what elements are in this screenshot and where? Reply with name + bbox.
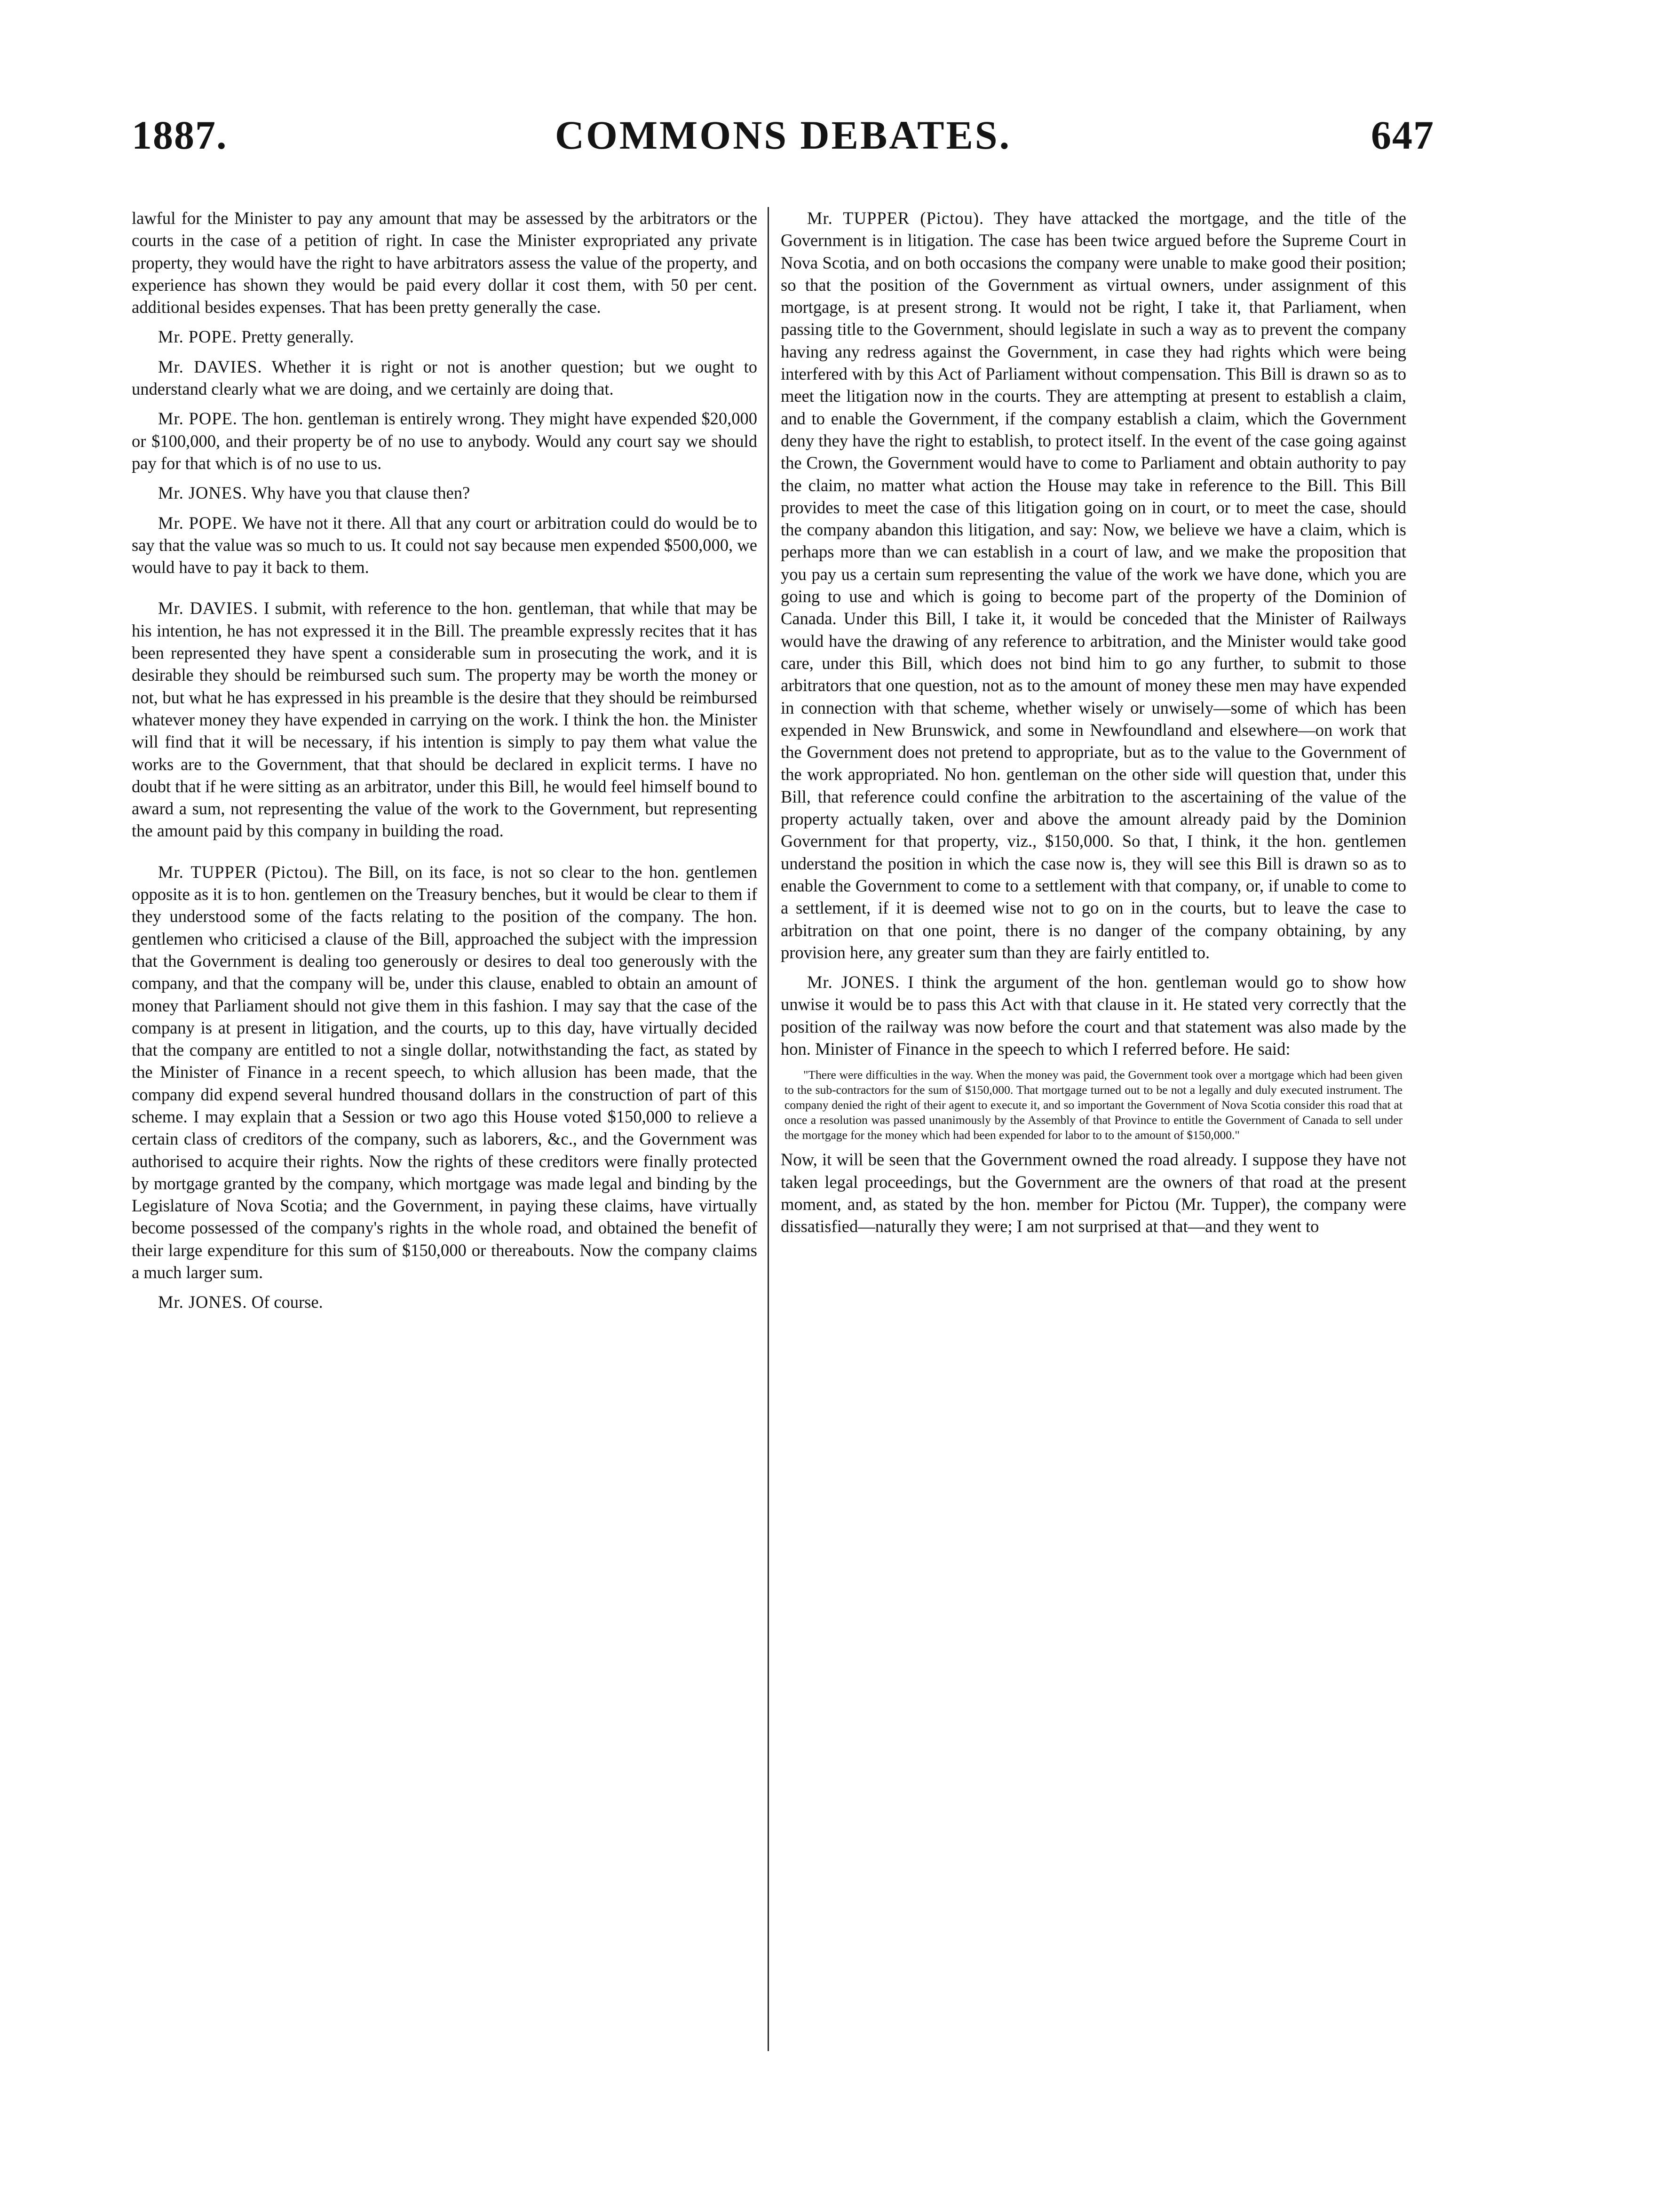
speaker-name: Mr. TUPPER (Pictou). <box>807 208 984 228</box>
right-column <box>781 207 1406 2096</box>
speaker-name: Mr. POPE. <box>158 327 238 347</box>
paragraph <box>132 356 757 400</box>
paragraph-text: Of course. <box>251 1292 323 1312</box>
paragraph-text: I think the argument of the hon. gentleman would go to show how unwise it would be to pass this Act with that clause in it. He stated very correctly that the position of the railway was now before the court and that statement was also made by the hon. Minister of Finance in the speech to which I referred before. He said: <box>781 972 1406 1058</box>
speaker-name: Mr. JONES. <box>158 483 247 503</box>
paragraph <box>132 407 757 474</box>
block-quote: "There were difficulties in the way. When the money was paid, the Government took over a mortgage which had been given to the sub-contractors for the sum of $150,000. That mortgage turned out to be not a legally and duly executed instrument. The company denied the right of their agent to execute it, and so important the Government of Nova Scotia consider this road that at once a resolution was passed unanimously by the Assembly of that Province to entitle the Government of Canada to sell under the mortgage for the money which had been expended for labor to to the amount of $150,000." <box>784 1068 1403 1142</box>
paragraph <box>132 1291 757 1313</box>
speaker-name: Mr. POPE. <box>158 409 238 429</box>
page-number: 647 <box>1371 112 1434 158</box>
paragraph-text: Pretty generally. <box>241 327 354 347</box>
paragraph <box>132 207 757 318</box>
paragraph-text: They have attacked the mortgage, and the title of the Government is in litigation. The case has been twice argued before the Supreme Court in Nova Scotia, and on both occasions the company were unable to make good their position; so that the position of the Government as virtual owners, under assignment of this mortgage, is at present strong. It would not be right, I take it, that Parliament, when passing title to the Government, should legislate in such a way as to prevent the company having any redress against the Government, in case they had rights which were being interfered with by this Act of Parliament without compensation. This Bill is drawn so as to meet the litigation now in the courts. They are attempting at present to establish a claim, and to enable the Government, if the company establish a claim, which the Government deny they have the right to establish, to protect itself. In the event of the case going against the Crown, the Government would have to come to Parliament and obtain authority to pay the claim, no matter what action the House may take in reference to the Bill. This Bill provides to meet the case of this litigation going on in court, or to meet the case, should the company abandon this litigation, and say: Now, we believe we have a claim, which is perhaps more than we can establish in a court of law, and we make the proposition that you pay us a certain sum representing the value of the work we have done, which you are going to use and which is going to become part of the property of the Dominion of Canada. Under this Bill, I take it, it would be conceded that the Minister of Railways would have the drawing of any reference to arbitration, and the Minister would take good care, under this Bill, which does not bind him to go any further, to submit to those arbitrators that one question, not as to the amount of money these men may have expended in connection with that scheme, whether wisely or unwisely—some of which has been expended in New Brunswick, and some in Newfoundland and elsewhere—on work that the Government does not pretend to appropriate, but as to the value to the Government of the work appropriated. No hon. gentleman on the other side will question that, under this Bill, that reference could confine the arbitration to the ascertaining of the value of the property actually taken, over and above the amount already paid by the Dominion Government for that property, viz., $150,000. So that, I think, it the hon. gentlemen understand the position in which the case now is, they will see this Bill is drawn so as to enable the Government to come to a settlement with that company, or, if unable to come to a settlement, if it is deemed wise not to go on in the courts, but to leave the case to arbitration on that one point, there is no danger of the company obtaining, by any provision here, any greater sum than they are fairly entitled to. <box>781 208 1406 962</box>
speaker-name: Mr. JONES. <box>807 972 900 992</box>
paragraph-text: The hon. gentleman is entirely wrong. They might have expended $20,000 or $100,000, and their property be of no use to anybody. Would any court say we should pay for that which is of no use to us. <box>132 409 757 473</box>
paragraph <box>132 482 757 504</box>
paragraph <box>132 597 757 842</box>
paragraph-text: Now, it will be seen that the Government owned the road already. I suppose they have not taken legal proceedings, but the Government are the owners of that road at the present moment, and, as stated by the hon. member for Pictou (Mr. Tupper), the company were dissatisfied—naturally they were; I am not surprised at that—and they went to <box>781 1150 1406 1236</box>
left-column <box>132 207 757 2096</box>
paragraph-text: Why have you that clause then? <box>251 483 470 503</box>
page-header <box>132 109 1434 161</box>
speaker-name: Mr. TUPPER (Pictou). <box>158 862 329 882</box>
paragraph-text: The Bill, on its face, is not so clear to the hon. gentlemen opposite as it is to hon. gentlemen on the Treasury benches, but it would be clear to them if they understood some of the facts relating to the position of the company. The hon. gentlemen who criticised a clause of the Bill, approached the subject with the impression that the Government is dealing too generously or desires to deal too generously with the company, and that the company will be, under this clause, enabled to obtain an amount of money that Parliament should not give them in this fashion. I may say that the case of the company is at present in litigation, and the courts, up to this day, have virtually decided that the company are entitled to not a single dollar, notwithstanding the fact, as stated by the Minister of Finance in a recent speech, to which allusion has been made, that the company did expend several hundred thousand dollars in the construction of part of this scheme. I may explain that a Session or two ago this House voted $150,000 to relieve a certain class of creditors of the company, such as laborers, &c., and the Government was authorised to acquire their rights. Now the rights of these creditors were finally protected by mortgage granted by the company, which mortgage was made legal and binding by the Legislature of Nova Scotia; and the Government, in paying these claims, have virtually become possessed of the company's rights in the whole road, and obtained the benefit of their large expenditure for this sum of $150,000 or thereabouts. Now the company claims a much larger sum. <box>132 862 757 1282</box>
paragraph-text: Whether it is right or not is another question; but we ought to understand clearly what we are doing, and we certainly are doing that. <box>132 357 757 399</box>
header-year: 1887. <box>132 112 228 158</box>
publication-title: COMMONS DEBATES. <box>555 112 1012 158</box>
paragraph-text: lawful for the Minister to pay any amount that may be assessed by the arbitrators or the courts in the case of a petition of right. In case the Minister expropriated any private property, they would have the right to have arbitrators assess the value of the property, and experience has shown they would be paid every dollar it cost them, with 50 per cent. additional besides expenses. That has been pretty generally the case. <box>132 208 757 317</box>
paragraph-text: I submit, with reference to the hon. gentleman, that while that may be his intention, he has not expressed it in the Bill. The preamble expressly recites that it has been represented they have spent a considerable sum in prosecuting the work, and it is desirable they should be reimbursed such sum. The property may be worth the money or not, but what he has expressed in his preamble is the desire that they should be reimbursed whatever money they have expended in carrying on the work. I think the hon. the Minister will find that it will be necessary, if his intention is simply to pay them what value the works are to the Government, that that should be declared in explicit terms. I have no doubt that if he were sitting as an arbitrator, under this Bill, he would feel himself bound to award a sum, not representing the value of the work to the Government, but representing the amount paid by this company in building the road. <box>132 598 757 841</box>
paragraph <box>132 861 757 1284</box>
paragraph <box>781 207 1406 963</box>
column-divider <box>768 207 769 2051</box>
speaker-name: Mr. DAVIES. <box>158 357 262 376</box>
speaker-name: Mr. JONES. <box>158 1292 247 1312</box>
paragraph <box>781 1148 1406 1237</box>
paragraph-text: We have not it there. All that any court or arbitration could do would be to say that the value was so much to us. It could not say because men expended $500,000, we would have to pay it back to them. <box>132 513 757 577</box>
paragraph <box>132 326 757 348</box>
speaker-name: Mr. DAVIES. <box>158 598 258 618</box>
paragraph <box>781 971 1406 1060</box>
speaker-name: Mr. POPE. <box>158 513 238 533</box>
paragraph <box>132 512 757 579</box>
